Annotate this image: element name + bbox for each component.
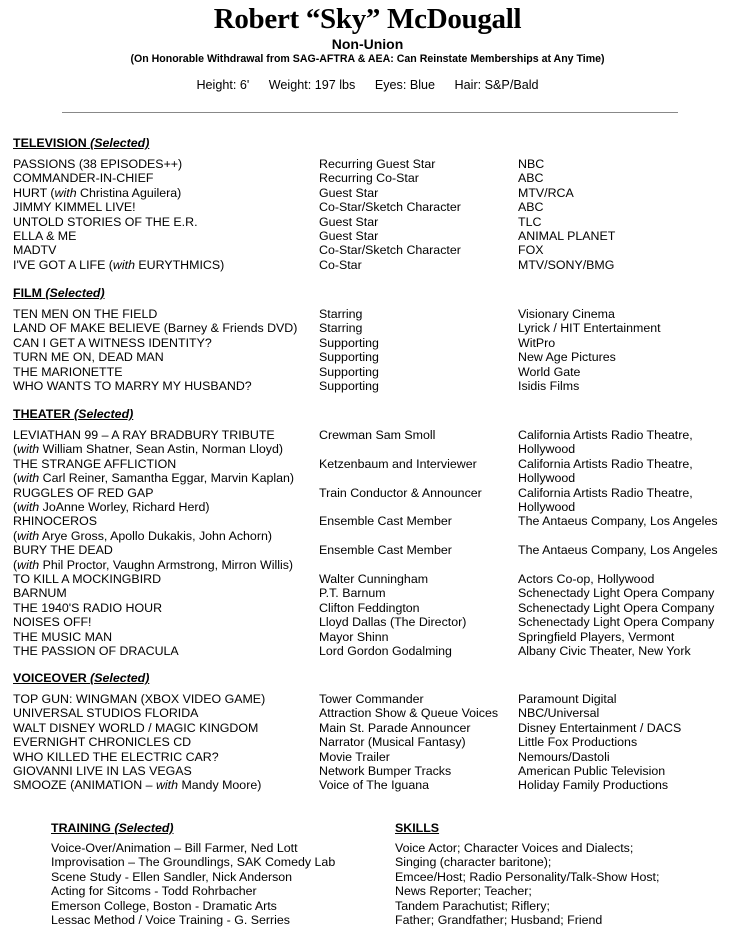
television-section bbox=[13, 136, 733, 272]
credit-row: CAN I GET A WITNESS IDENTITY? Supporting WitPro bbox=[13, 335, 556, 350]
credit-row: WHO KILLED THE ELECTRIC CAR? Movie Trailer Nemours/Dastoli bbox=[13, 749, 610, 764]
theater-section bbox=[13, 407, 733, 659]
training-item: Acting for Sitcoms - Todd Rohrbacher bbox=[51, 884, 257, 899]
credit-row: RUGGLES OF RED GAP (with JoAnne Worley, Richard Herd) Train Conductor & Announcer California Artists Radio Theatre, Hollywood bbox=[13, 485, 693, 515]
credit-row: TURN ME ON, DEAD MAN Supporting New Age Pictures bbox=[13, 350, 616, 365]
training-item: Emerson College, Boston - Dramatic Arts bbox=[51, 898, 277, 913]
header-divider bbox=[62, 112, 678, 113]
credit-row: PASSIONS (38 EPISODES++) Recurring Guest Star NBC bbox=[13, 157, 545, 171]
credit-row: NOISES OFF! Lloyd Dallas (The Director) Schenectady Light Opera Company bbox=[13, 615, 715, 630]
credit-row: UNIVERSAL STUDIOS FLORIDA Attraction Show & Queue Voices NBC/Universal bbox=[13, 706, 600, 721]
credit-row: WALT DISNEY WORLD / MAGIC KINGDOM Main St. Parade Announcer Disney Entertainment / DACS bbox=[13, 720, 682, 735]
training-section bbox=[51, 821, 371, 927]
credit-row: BARNUM P.T. Barnum Schenectady Light Opera Company bbox=[13, 586, 715, 601]
training-item: Scene Study - Ellen Sandler, Nick Anderson bbox=[51, 869, 293, 884]
training-heading: TRAINING (Selected) bbox=[51, 821, 174, 835]
voiceover-heading: VOICEOVER (Selected) bbox=[13, 671, 150, 685]
credit-row: TEN MEN ON THE FIELD Starring Visionary Cinema bbox=[13, 307, 615, 321]
actor-name: Robert “Sky” McDougall bbox=[213, 3, 522, 35]
height-stat: Height: 6' bbox=[196, 78, 250, 92]
film-heading: FILM (Selected) bbox=[13, 286, 105, 300]
skill-item: Voice Actor; Character Voices and Dialects; bbox=[395, 841, 634, 855]
skill-item: Father; Grandfather; Husband; Friend bbox=[395, 913, 603, 928]
training-item: Improvisation – The Groundlings, SAK Comedy Lab bbox=[51, 855, 336, 870]
credit-row: MADTV Co-Star/Sketch Character FOX bbox=[13, 243, 544, 258]
credit-row: EVERNIGHT CHRONICLES CD Narrator (Musical Fantasy) Little Fox Productions bbox=[13, 735, 638, 750]
credit-row: HURT (with Christina Aguilera) Guest Star MTV/RCA bbox=[13, 185, 574, 200]
union-status: Non-Union bbox=[331, 36, 404, 52]
credit-row: COMMANDER-IN-CHIEF Recurring Co-Star ABC bbox=[13, 171, 544, 186]
film-section bbox=[13, 286, 733, 393]
skills-heading: SKILLS bbox=[395, 821, 440, 835]
credit-row: ELLA & ME Guest Star ANIMAL PLANET bbox=[13, 229, 616, 244]
credit-row: BURY THE DEAD (with Phil Proctor, Vaughn Armstrong, Mirron Willis) Ensemble Cast Member The Antaeus Company, Los Angeles bbox=[13, 543, 718, 572]
credit-row: SMOOZE (ANIMATION – with Mandy Moore) Voice of The Iguana Holiday Family Productions bbox=[13, 778, 669, 793]
credit-row: RHINOCEROS (with Arye Gross, Apollo Dukakis, John Achorn) Ensemble Cast Member The Antaeus Company, Los Angeles bbox=[13, 514, 718, 543]
credit-row: UNTOLD STORIES OF THE E.R. Guest Star TLC bbox=[13, 214, 542, 229]
credit-row: THE 1940'S RADIO HOUR Clifton Feddington Schenectady Light Opera Company bbox=[13, 600, 715, 615]
credit-row: TO KILL A MOCKINGBIRD Walter Cunningham Actors Co-op, Hollywood bbox=[13, 572, 655, 587]
theater-heading: THEATER (Selected) bbox=[13, 407, 134, 421]
weight-stat: Weight: 197 lbs bbox=[268, 78, 356, 92]
voiceover-section bbox=[13, 671, 733, 793]
credit-row: THE PASSION OF DRACULA Lord Gordon Godalming Albany Civic Theater, New York bbox=[13, 644, 691, 659]
credit-row: THE MUSIC MAN Mayor Shinn Springfield Players, Vermont bbox=[13, 629, 675, 644]
skill-item: Emcee/Host; Radio Personality/Talk-Show Host; bbox=[395, 869, 660, 884]
credit-row: LAND OF MAKE BELIEVE (Barney & Friends DVD) Starring Lyrick / HIT Entertainment bbox=[13, 321, 661, 336]
eyes-stat: Eyes: Blue bbox=[374, 78, 436, 92]
skill-item: Singing (character baritone); bbox=[395, 855, 552, 870]
credit-row: THE STRANGE AFFLICTION (with Carl Reiner, Samantha Eggar, Marvin Kaplan) Ketzenbaum and Interviewer California Artists Radio Theatre, Hollywood bbox=[13, 456, 693, 486]
credit-row: GIOVANNI LIVE IN LAS VEGAS Network Bumper Tracks American Public Television bbox=[13, 764, 666, 779]
hair-stat: Hair: S&P/Bald bbox=[454, 78, 539, 92]
credit-row: LEVIATHAN 99 – A RAY BRADBURY TRIBUTE (with William Shatner, Sean Astin, Norman Lloyd) Crewman Sam Smoll California Artists Radio Theatre, Hollywood bbox=[13, 428, 693, 457]
credit-row: WHO WANTS TO MARRY MY HUSBAND? Supporting Isidis Films bbox=[13, 379, 580, 394]
union-note: (On Honorable Withdrawal from SAG-AFTRA & AEA: Can Reinstate Memberships at Any Time) bbox=[130, 53, 605, 65]
resume-header bbox=[0, 2, 735, 92]
credit-row: I'VE GOT A LIFE (with EURYTHMICS) Co-Star MTV/SONY/BMG bbox=[13, 257, 615, 272]
credit-row: THE MARIONETTE Supporting World Gate bbox=[13, 364, 581, 379]
television-heading: TELEVISION (Selected) bbox=[13, 136, 150, 150]
training-item: Voice-Over/Animation – Bill Farmer, Ned Lott bbox=[51, 841, 298, 855]
credit-row: JIMMY KIMMEL LIVE! Co-Star/Sketch Character ABC bbox=[13, 200, 544, 215]
skill-item: Tandem Parachutist; Riflery; bbox=[395, 898, 550, 913]
physical-stats bbox=[0, 78, 735, 92]
credit-row: TOP GUN: WINGMAN (XBOX VIDEO GAME) Tower Commander Paramount Digital bbox=[13, 692, 617, 706]
skill-item: News Reporter; Teacher; bbox=[395, 884, 532, 899]
training-item: Lessac Method / Voice Training - G. Serries bbox=[51, 913, 290, 928]
skills-section bbox=[395, 821, 725, 927]
